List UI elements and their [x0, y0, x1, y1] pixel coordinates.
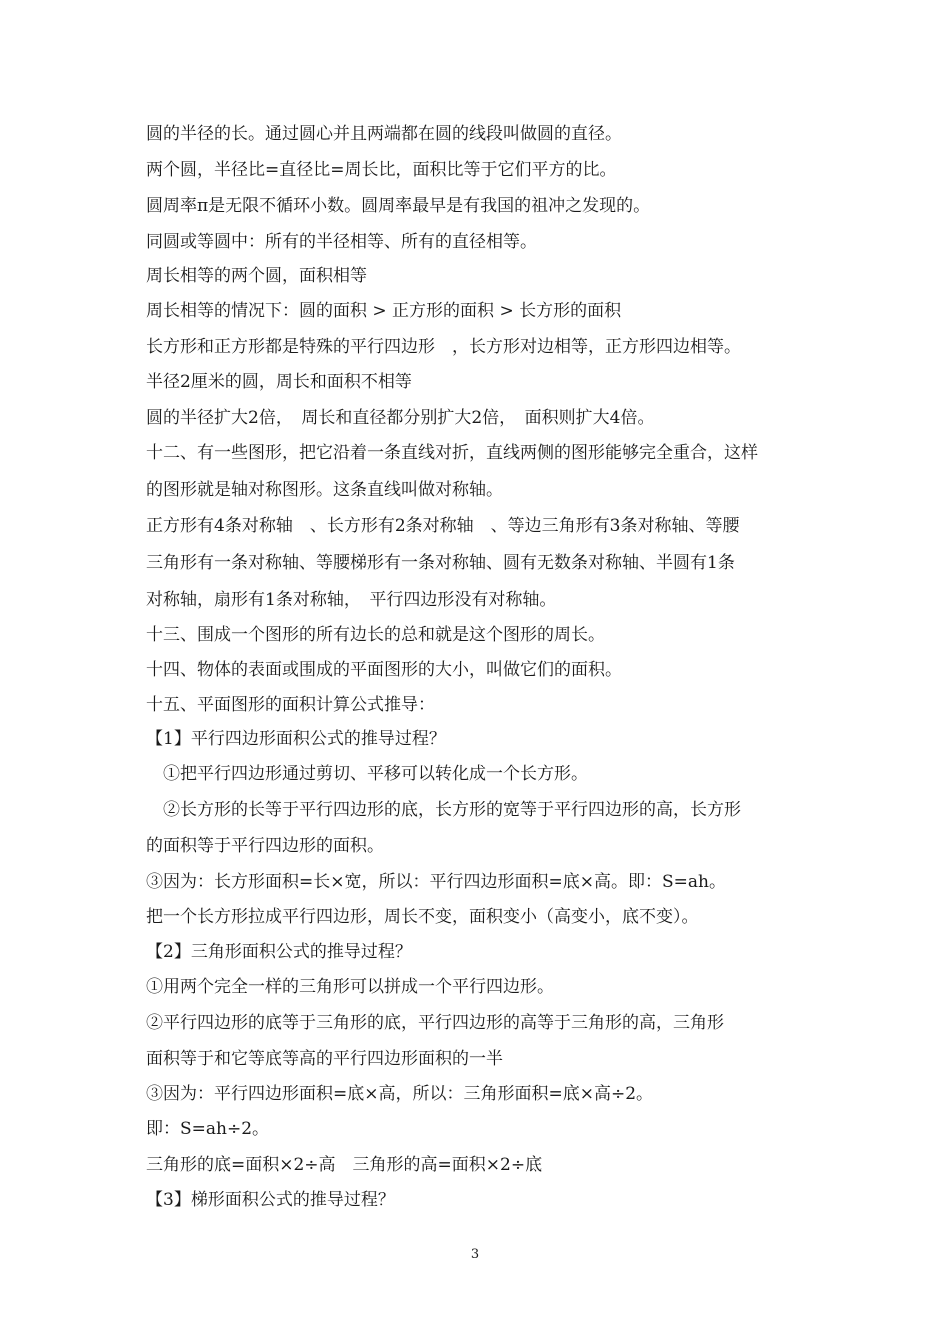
text-line: 即：S=ah÷2。	[146, 1119, 270, 1139]
text-line: 圆的半径的长。通过圆心并且两端都在圆的线段叫做圆的直径。	[146, 124, 622, 144]
text-line: 圆的半径扩大2倍， 周长和直径都分别扩大2倍， 面积则扩大4倍。	[146, 408, 655, 428]
text-line: 【3】梯形面积公式的推导过程？	[146, 1190, 395, 1210]
text-line: 同圆或等圆中：所有的半径相等、所有的直径相等。	[146, 232, 537, 252]
text-line: 三角形的底=面积×2÷高 三角形的高=面积×2÷底	[146, 1155, 543, 1175]
text-line: 对称轴，扇形有1条对称轴， 平行四边形没有对称轴。	[146, 590, 557, 610]
text-line: 圆周率π是无限不循环小数。圆周率最早是有我国的祖冲之发现的。	[146, 196, 651, 216]
text-line: 十二、有一些图形，把它沿着一条直线对折，直线两侧的图形能够完全重合，这样	[146, 443, 758, 463]
text-line: 三角形有一条对称轴、等腰梯形有一条对称轴、圆有无数条对称轴、半圆有1条	[146, 553, 735, 573]
text-line: 十五、平面图形的面积计算公式推导：	[146, 695, 435, 715]
text-line: ③因为：平行四边形面积=底×高，所以：三角形面积=底×高÷2。	[146, 1084, 654, 1104]
text-line: ①把平行四边形通过剪切、平移可以转化成一个长方形。	[146, 764, 588, 784]
text-line: 【1】平行四边形面积公式的推导过程？	[146, 729, 446, 749]
text-line: 十三、围成一个图形的所有边长的总和就是这个图形的周长。	[146, 625, 605, 645]
text-line: 周长相等的情况下：圆的面积 > 正方形的面积 > 长方形的面积	[146, 301, 622, 321]
text-line: 把一个长方形拉成平行四边形，周长不变，面积变小（高变小，底不变）。	[146, 907, 699, 927]
text-line: 正方形有4条对称轴 、长方形有2条对称轴 、等边三角形有3条对称轴、等腰	[146, 516, 740, 536]
text-line: 的面积等于平行四边形的面积。	[146, 836, 384, 856]
text-line: 长方形和正方形都是特殊的平行四边形 ，长方形对边相等，正方形四边相等。	[146, 337, 741, 357]
page-number: 3	[470, 1247, 480, 1262]
text-line: ②长方形的长等于平行四边形的底，长方形的宽等于平行四边形的高，长方形	[146, 800, 741, 820]
text-line: ③因为：长方形面积=长×宽，所以：平行四边形面积=底×高。即：S=ah。	[146, 872, 726, 892]
text-line: 【2】三角形面积公式的推导过程？	[146, 942, 412, 962]
text-line: ②平行四边形的底等于三角形的底，平行四边形的高等于三角形的高，三角形	[146, 1013, 724, 1033]
text-line: 面积等于和它等底等高的平行四边形面积的一半	[146, 1049, 503, 1069]
text-line: 半径2厘米的圆，周长和面积不相等	[146, 372, 412, 392]
text-line: ①用两个完全一样的三角形可以拼成一个平行四边形。	[146, 977, 554, 997]
text-line: 周长相等的两个圆，面积相等	[146, 266, 367, 286]
text-line: 两个圆，半径比=直径比=周长比，面积比等于它们平方的比。	[146, 160, 617, 180]
text-line: 的图形就是轴对称图形。这条直线叫做对称轴。	[146, 480, 503, 500]
text-line: 十四、物体的表面或围成的平面图形的大小，叫做它们的面积。	[146, 660, 622, 680]
